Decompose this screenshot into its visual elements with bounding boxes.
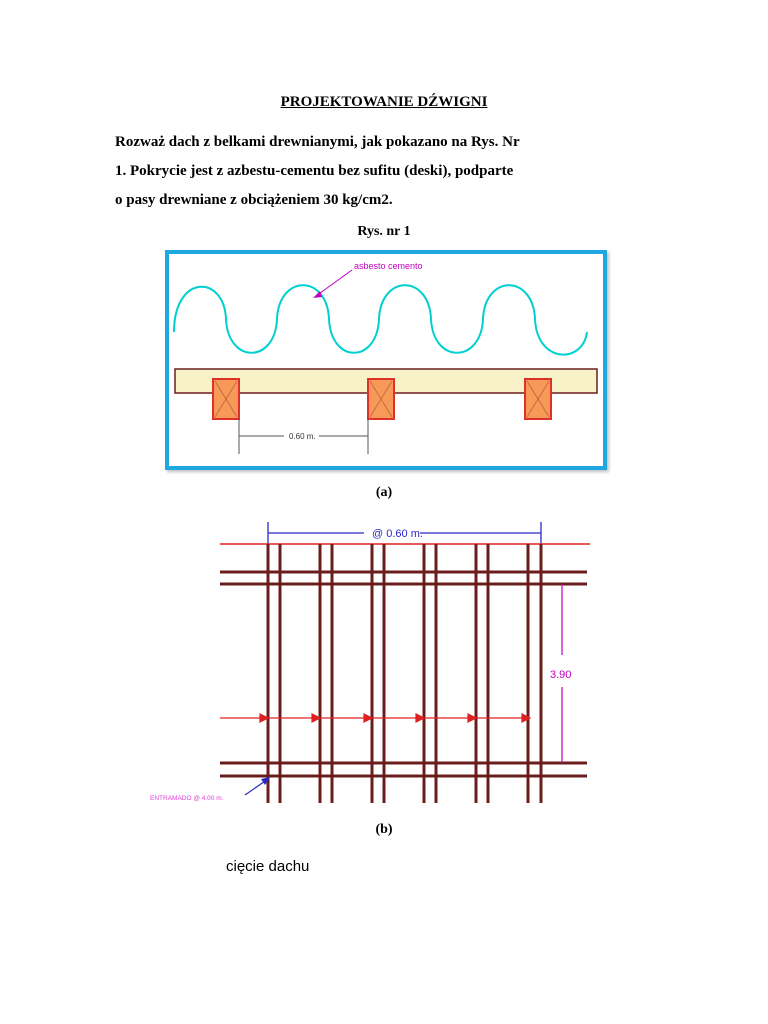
label-entramado: ENTRAMADO @ 4.00 m. — [150, 795, 224, 802]
paragraph-line: o pasy drewniane z obciążeniem 30 kg/cm2. — [115, 192, 393, 208]
figure-a-drawing — [169, 254, 603, 466]
label-spacing-b: @ 0.60 m. — [372, 528, 423, 540]
document-title: PROJEKTOWANIE DŹWIGNI — [280, 94, 488, 110]
paragraph-line: Rozważ dach z belkami drewnianymi, jak pokazano na Rys. Nr — [115, 134, 520, 150]
figure-title: Rys. nr 1 — [357, 224, 411, 239]
figure-b-drawing — [150, 515, 590, 810]
horizontal-strips — [220, 572, 587, 776]
paragraph-line: 1. Pokrycie jest z azbestu-cementu bez sufitu (deski), podparte — [115, 163, 514, 179]
figure-a-roof-section — [165, 250, 607, 470]
label-asbesto-cemento: asbesto cemento — [354, 261, 423, 271]
caption-b: (b) — [375, 822, 393, 837]
joist — [525, 379, 551, 419]
intro-paragraph — [115, 128, 535, 215]
figure-b-roof-plan — [150, 515, 590, 810]
label-spacing-a: 0.60 m. — [289, 432, 316, 441]
asbestos-leader-line — [316, 270, 352, 296]
joist — [213, 379, 239, 419]
asbestos-sheet-wave — [174, 285, 587, 354]
caption-a: (a) — [375, 485, 393, 500]
footer-note: cięcie dachu — [226, 858, 310, 875]
joist — [368, 379, 394, 419]
label-height: 3.90 — [550, 669, 572, 681]
